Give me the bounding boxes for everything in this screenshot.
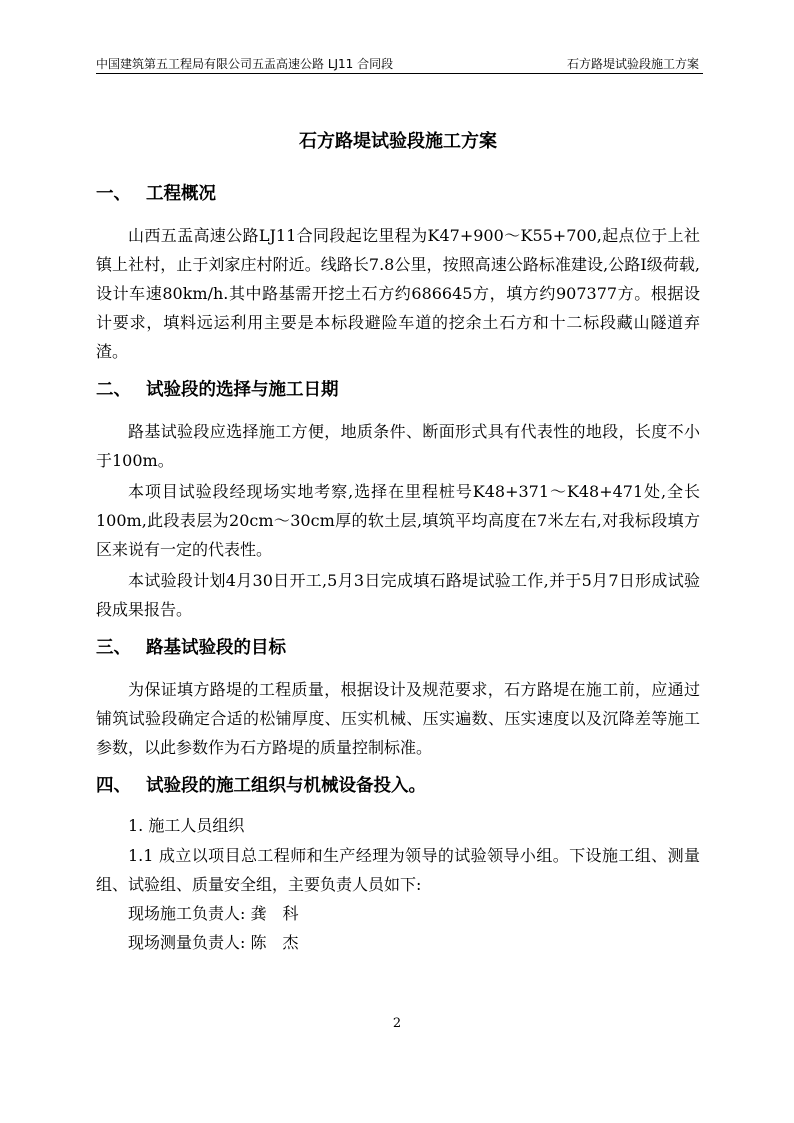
page-number: 2	[392, 1016, 402, 1031]
paragraph: 山西五盂高速公路LJ11合同段起讫里程为K47+900～K55+700,起点位于上社镇上社村，止于刘家庄村附近。线路长7.8公里，按照高速公路标准建设,公路Ⅰ级荷载,设计车速80km/h.其中路基需开挖土石方约686645方，填方约907377方。根据设计要求，填料远运利用主要是本标段避险车道的挖余土石方和十二标段藏山隧道弃渣。	[96, 226, 700, 361]
section-number: 一、	[96, 184, 131, 204]
paragraph: 为保证填方路堤的工程质量，根据设计及规范要求，石方路堤在施工前，应通过铺筑试验段确定合适的松铺厚度、压实机械、压实遍数、压实速度以及沉降差等施工参数，以此参数作为石方路堤的质量控制标准。	[96, 680, 700, 757]
section-heading-2	[96, 368, 700, 412]
paragraph: 本试验段计划4月30日开工,5月3日完成填石路堤试验工作,并于5月7日形成试验段成果报告。	[96, 571, 700, 619]
paragraph: 1.1 成立以项目总工程师和生产经理为领导的试验领导小组。下设施工组、测量组、试验组、质量安全组，主要负责人员如下:	[96, 845, 700, 894]
subsection-heading: 1. 施工人员组织	[128, 816, 245, 835]
section-heading-4	[96, 764, 700, 808]
header-doc-title: 石方路堤试验段施工方案	[566, 57, 699, 71]
paragraph: 本项目试验段经现场实地考察,选择在里程桩号K48+371～K48+471处,全长100m,此段表层为20cm～30cm厚的软土层,填筑平均高度在7米左右,对我标段填方区来说有一定的代表性。	[96, 482, 700, 559]
section-number: 四、	[96, 776, 131, 796]
section-title: 试验段的选择与施工日期	[146, 380, 339, 400]
section-heading-3	[96, 626, 700, 670]
document-body	[96, 122, 700, 958]
section-number: 三、	[96, 638, 131, 658]
person-line: 现场施工负责人: 龚 科	[128, 903, 299, 923]
section-number: 二、	[96, 380, 131, 400]
page-header	[96, 55, 703, 74]
header-company: 中国建筑第五工程局有限公司五盂高速公路 LJ11 合同段	[96, 57, 394, 71]
paragraph: 路基试验段应选择施工方便，地质条件、断面形式具有代表性的地段，长度不小于100m。	[96, 422, 700, 470]
section-heading-1	[96, 172, 700, 216]
section-title: 路基试验段的目标	[146, 638, 286, 658]
document-title: 石方路堤试验段施工方案	[299, 131, 497, 152]
person-line: 现场测量负责人: 陈 杰	[128, 933, 299, 952]
section-title: 工程概况	[146, 184, 216, 204]
section-title: 试验段的施工组织与机械设备投入。	[146, 776, 426, 796]
